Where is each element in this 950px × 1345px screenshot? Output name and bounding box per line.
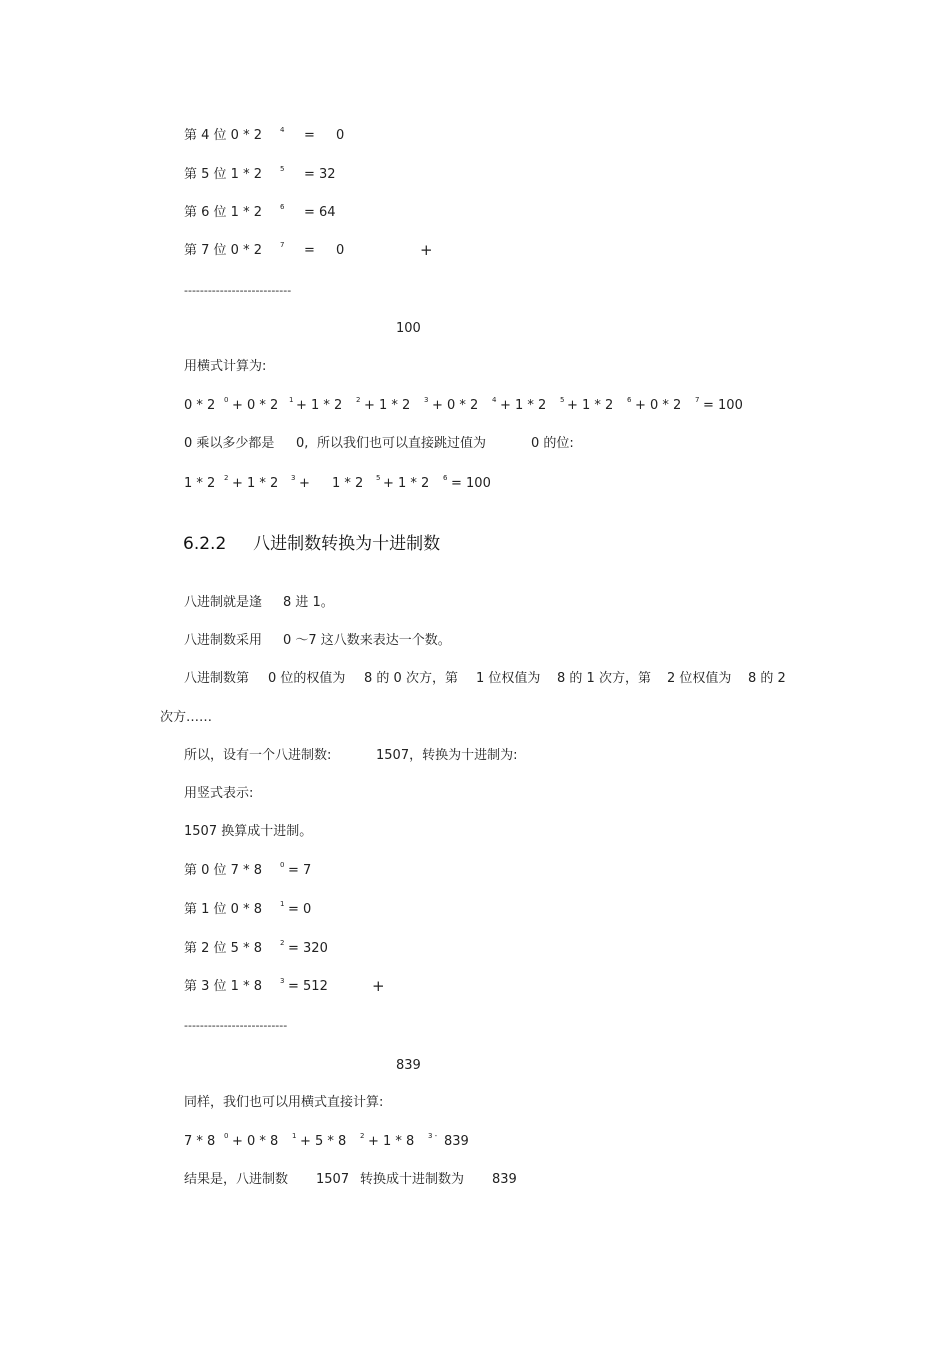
row-exponent: 6 (280, 203, 285, 211)
row-exponent: 2 (280, 939, 285, 947)
expr-term: + (299, 476, 310, 491)
separator-line: --------------------------- (184, 284, 292, 297)
para-text: 1 位权值为 (476, 671, 541, 686)
section-title: 八进制数转换为十进制数 (253, 534, 441, 554)
row-prefix: 第 6 位 1 * 2 (184, 205, 262, 220)
sum-result: 839 (396, 1058, 421, 1073)
expr-term: + 0 * 2 (635, 398, 682, 413)
expr-exponent: 0 (224, 396, 229, 404)
row-prefix: 第 0 位 7 * 8 (184, 863, 262, 878)
para-text: 1507 (316, 1172, 350, 1187)
para-text: 8 进 1。 (283, 595, 334, 610)
expr-exponent: 1 (289, 396, 294, 404)
expr-exponent: 2 (360, 1132, 365, 1140)
sum-result: 100 (396, 321, 421, 336)
row-exponent: 5 (280, 165, 285, 173)
row-result: = 512 (288, 979, 328, 994)
vertical-label: 用竖式表示: (184, 786, 254, 801)
expr-term: + 0 * 2 (232, 398, 279, 413)
separator-line: -------------------------- (184, 1019, 288, 1032)
row-prefix: 第 4 位 0 * 2 (184, 128, 262, 143)
row-prefix: 第 7 位 0 * 2 (184, 243, 262, 258)
expr-exponent: 4 (492, 396, 497, 404)
para-text: 8 的 2 (748, 671, 786, 686)
expr-exponent: 7 (695, 396, 700, 404)
para-text: 0 ～7 这八数来表达一个数。 (283, 633, 451, 648)
octal-weights-continued: 次方…… (160, 710, 213, 725)
expr-term: + 1 * 2 (232, 476, 279, 491)
expr-result: 839 (444, 1134, 469, 1149)
expr-term: 7 * 8 (184, 1134, 216, 1149)
row-value: 0 (336, 128, 345, 143)
expr-exponent: 5 (560, 396, 565, 404)
expr-exponent: 2 (356, 396, 361, 404)
expr-result: = 100 (451, 476, 491, 491)
para-text: 八进制数采用 (184, 633, 263, 648)
row-result: = 7 (288, 863, 312, 878)
row-result: = 320 (288, 941, 328, 956)
plus-sign: + (372, 977, 385, 995)
note-text: 所以我们也可以直接跳过值为 (317, 436, 487, 451)
row-exponent: 4 (280, 126, 285, 134)
para-text: 所以，设有一个八进制数: (184, 748, 332, 763)
plus-sign: + (420, 241, 433, 259)
expr-term: + 1 * 2 (567, 398, 614, 413)
para-text: 839 (492, 1172, 517, 1187)
row-equals: = (304, 128, 315, 143)
expr-exponent: 3 (424, 396, 429, 404)
same-label: 同样，我们也可以用横式直接计算: (184, 1095, 384, 1110)
para-text: 2 位权值为 (667, 671, 732, 686)
row-exponent: 3 (280, 977, 285, 985)
expr-term: + 1 * 2 (500, 398, 547, 413)
horizontal-label: 用横式计算为: (184, 359, 267, 374)
note-text: 0, (296, 436, 309, 451)
para-text: 8 的 1 次方，第 (557, 671, 651, 686)
row-result: = 0 (288, 902, 312, 917)
expr-exponent: 3 (291, 474, 296, 482)
expr-term: + 1 * 2 (383, 476, 430, 491)
para-text: 八进制就是逢 (184, 595, 263, 610)
row-equals: = (304, 243, 315, 258)
expr-term: + 5 * 8 (300, 1134, 347, 1149)
expr-exponent: 1 (292, 1132, 297, 1140)
para-text: 结果是，八进制数 (184, 1172, 289, 1187)
row-exponent: 7 (280, 241, 285, 249)
para-text: 转换成十进制数为 (360, 1172, 465, 1187)
row-value: 0 (336, 243, 345, 258)
section-heading (183, 534, 440, 554)
row-prefix: 第 5 位 1 * 2 (184, 167, 262, 182)
para-text: 1507，转换为十进制为: (376, 748, 518, 763)
row-result: = 32 (304, 167, 336, 182)
row-prefix: 第 1 位 0 * 8 (184, 902, 262, 917)
para-text: 八进制数第 (184, 671, 250, 686)
expr-exponent: 3 - (428, 1132, 438, 1140)
row-prefix: 第 2 位 5 * 8 (184, 941, 262, 956)
expr-term: + 1 * 8 (368, 1134, 415, 1149)
expr-term: + 0 * 2 (432, 398, 479, 413)
convert-label: 1507 换算成十进制。 (184, 824, 313, 839)
expr-term: + 1 * 2 (364, 398, 411, 413)
row-prefix: 第 3 位 1 * 8 (184, 979, 262, 994)
row-exponent: 0 (280, 861, 285, 869)
expr-term: + 1 * 2 (296, 398, 343, 413)
row-exponent: 1 (280, 900, 285, 908)
section-number: 6.2.2 (183, 534, 227, 554)
row-result: = 64 (304, 205, 336, 220)
expr-term: + 0 * 8 (232, 1134, 279, 1149)
expr-exponent: 5 (376, 474, 381, 482)
note-text: 0 的位: (531, 436, 574, 451)
expr-exponent: 6 (627, 396, 632, 404)
expr-exponent: 0 (224, 1132, 229, 1140)
expr-term: 1 * 2 (332, 476, 364, 491)
expr-exponent: 6 (443, 474, 448, 482)
para-text: 8 的 0 次方，第 (364, 671, 458, 686)
expr-exponent: 2 (224, 474, 229, 482)
para-text: 0 位的权值为 (268, 671, 346, 686)
expr-term: 0 * 2 (184, 398, 216, 413)
expr-result: = 100 (703, 398, 743, 413)
expr-term: 1 * 2 (184, 476, 216, 491)
note-text: 0 乘以多少都是 (184, 436, 275, 451)
